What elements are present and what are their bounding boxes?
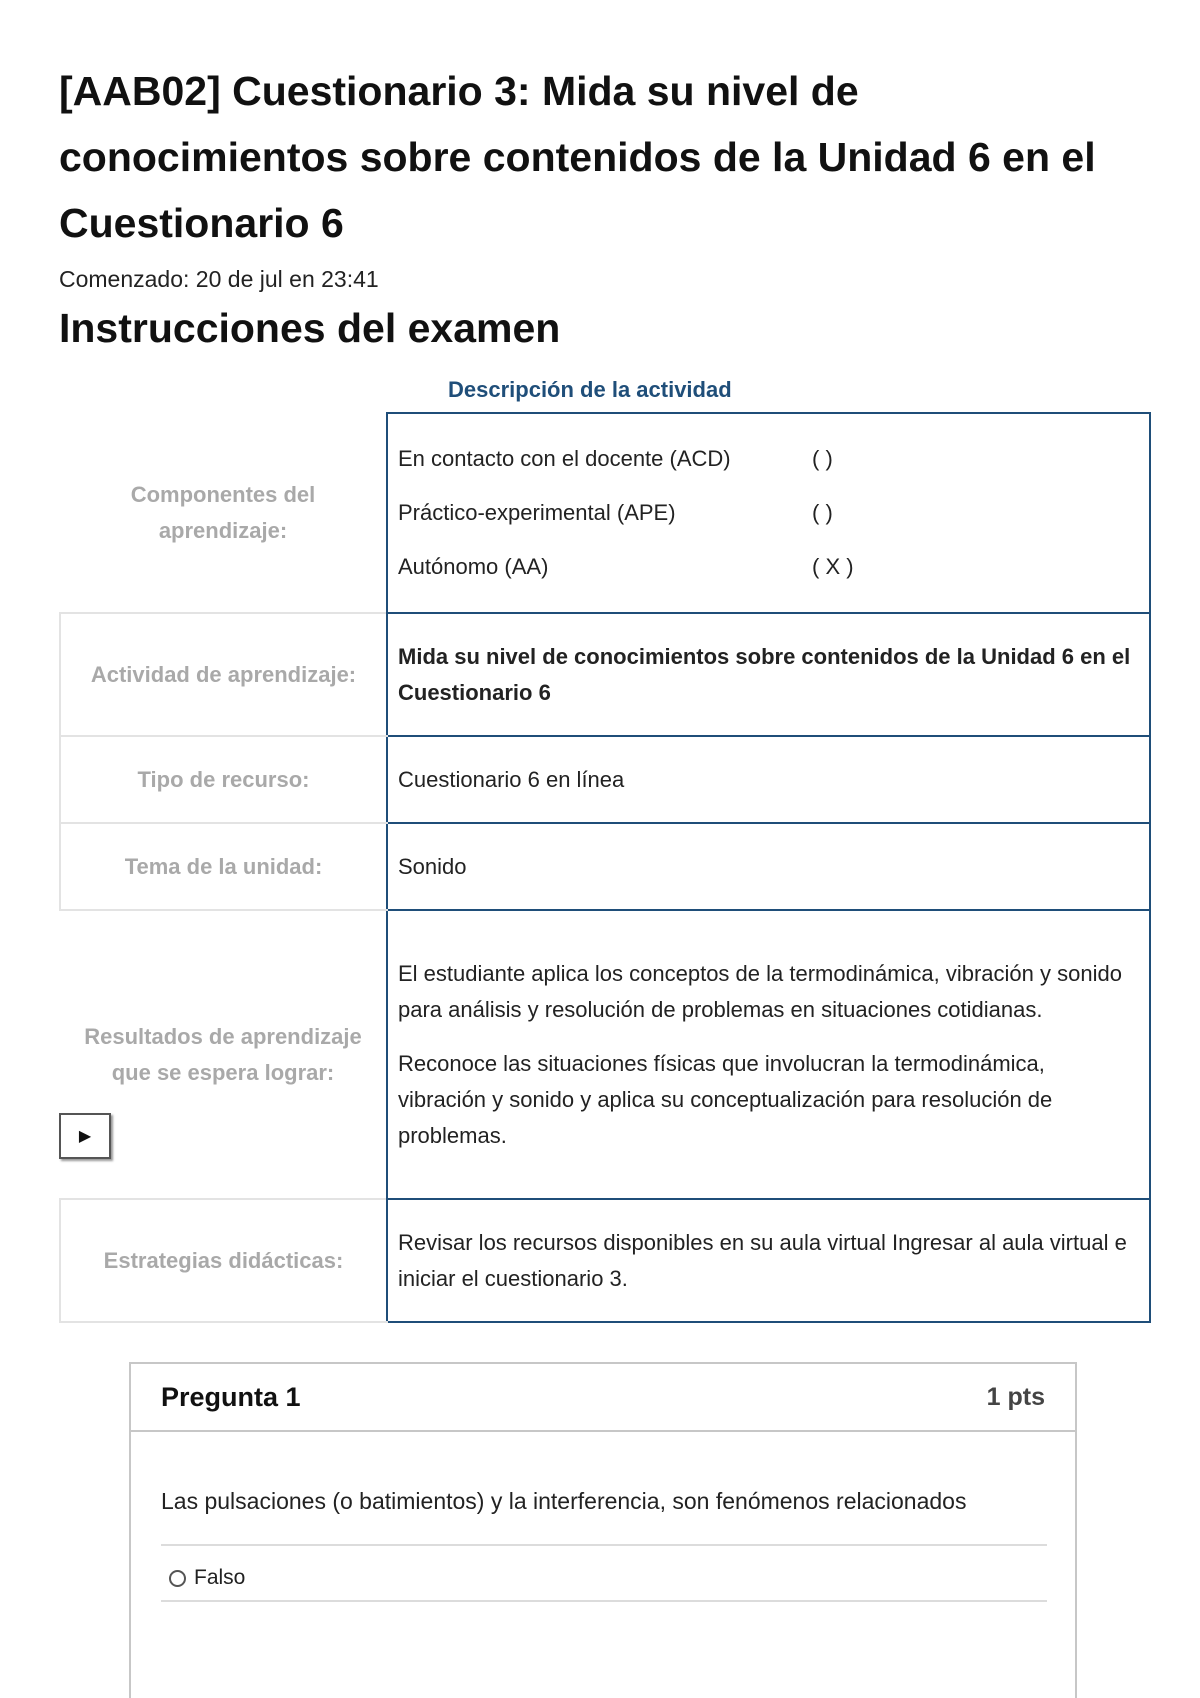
table-row <box>60 910 1150 1199</box>
strategies-value: Revisar los recursos disponibles en su aula virtual Ingresar al aula virtual e iniciar el cuestionario 3. <box>387 1199 1150 1322</box>
divider <box>161 1600 1047 1602</box>
component-name: En contacto con el docente (ACD) <box>398 446 731 471</box>
resource-label: Tipo de recurso: <box>60 736 387 823</box>
activity-value: Mida su nivel de conocimientos sobre contenidos de la Unidad 6 en el Cuestionario 6 <box>387 613 1150 736</box>
radio-button[interactable] <box>169 1570 186 1587</box>
strategies-label: Estrategias didácticas: <box>60 1199 387 1322</box>
component-mark: ( ) <box>812 500 833 525</box>
activity-description-table <box>59 412 1151 1323</box>
started-timestamp: Comenzado: 20 de jul en 23:41 <box>59 266 379 292</box>
play-icon: ▶ <box>78 1128 92 1145</box>
component-name: Práctico-experimental (APE) <box>398 500 676 525</box>
question-header <box>131 1364 1075 1432</box>
question-title: Pregunta 1 <box>161 1381 301 1412</box>
outcomes-label: Resultados de aprendizaje que se espera lograr: <box>84 1023 362 1085</box>
question-text: Las pulsaciones (o batimientos) y la interferencia, son fenómenos relacionados <box>161 1488 967 1514</box>
components-value <box>387 413 1150 613</box>
description-caption: Descripción de la actividad <box>448 377 732 402</box>
question-card <box>129 1362 1077 1698</box>
table-row <box>60 1199 1150 1322</box>
outcome-paragraph: Reconoce las situaciones físicas que involucran la termodinámica, vibración y sonido y aplica su conceptualización para resolución de problemas. <box>398 1050 1053 1148</box>
resource-value: Cuestionario 6 en línea <box>387 736 1150 823</box>
play-button[interactable] <box>59 1113 111 1159</box>
instructions-heading: Instrucciones del examen <box>59 305 561 351</box>
answer-option-label: Falso <box>194 1566 246 1589</box>
answer-option-falso[interactable] <box>169 1566 245 1590</box>
topic-label: Tema de la unidad: <box>60 823 387 910</box>
table-row <box>60 413 1150 613</box>
question-points: 1 pts <box>986 1382 1045 1411</box>
component-item <box>398 432 1139 486</box>
component-item <box>398 540 1139 594</box>
page-title: [AAB02] Cuestionario 3: Mida su nivel de conocimientos sobre contenidos de la Unidad 6 en el Cuestionario 6 <box>59 68 1096 246</box>
table-row <box>60 613 1150 736</box>
activity-label: Actividad de aprendizaje: <box>60 613 387 736</box>
component-name: Autónomo (AA) <box>398 554 549 579</box>
divider <box>161 1544 1047 1546</box>
topic-value: Sonido <box>387 823 1150 910</box>
table-row <box>60 823 1150 910</box>
component-item <box>398 486 1139 540</box>
components-label: Componentes del aprendizaje: <box>130 481 316 543</box>
outcome-paragraph: El estudiante aplica los conceptos de la termodinámica, vibración y sonido para análisis y resolución de problemas en situaciones cotidianas. <box>398 960 1122 1022</box>
component-mark: ( X ) <box>812 554 854 579</box>
outcomes-value <box>387 910 1150 1199</box>
table-row <box>60 736 1150 823</box>
component-mark: ( ) <box>812 446 833 471</box>
